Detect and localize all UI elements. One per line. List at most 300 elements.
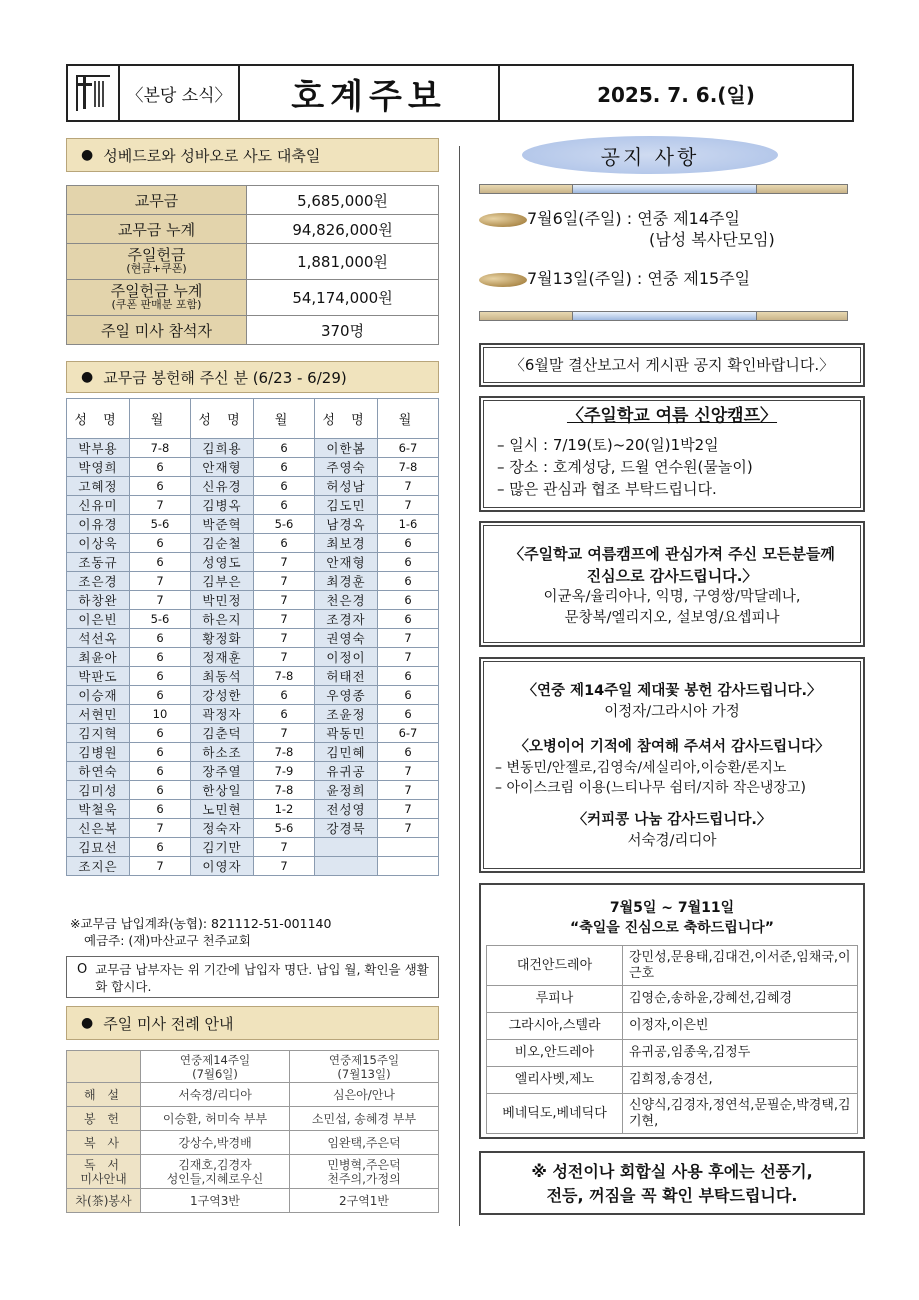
donor-name: 최보경 xyxy=(315,534,378,553)
parishioners: 김영순,송하윤,강혜선,김혜경 xyxy=(623,986,858,1013)
table-row xyxy=(67,610,439,629)
donor-months: 6 xyxy=(378,553,439,572)
donor-name: 곽동민 xyxy=(315,724,378,743)
closing-line: 전등, 꺼짐을 꼭 확인 부탁드립니다. xyxy=(546,1186,798,1205)
donor-name: 석선옥 xyxy=(67,629,130,648)
donor-name: 김기만 xyxy=(191,838,254,857)
thanks-title: 진심으로 감사드립니다.〉 xyxy=(586,567,758,585)
donor-months: 7 xyxy=(130,819,191,838)
donor-name: 하소조 xyxy=(191,743,254,762)
donor-months: 7 xyxy=(254,648,315,667)
donor-name: 박준혁 xyxy=(191,515,254,534)
finance-value: 5,685,000원 xyxy=(247,186,439,215)
donor-name: 이정이 xyxy=(315,648,378,667)
table-row xyxy=(67,477,439,496)
donor-name: 권영숙 xyxy=(315,629,378,648)
table-row xyxy=(67,280,439,316)
donor-months: 6-7 xyxy=(378,439,439,458)
donor-months: 6 xyxy=(378,610,439,629)
feast-title-bar xyxy=(66,138,439,172)
feastday-box xyxy=(479,883,865,1139)
donor-name: 박부용 xyxy=(67,439,130,458)
thanks-names: 이균옥/율리아나, 익명, 구영쌍/막달레나, xyxy=(543,589,801,605)
donor-months: 7-8 xyxy=(254,781,315,800)
donor-months: 6 xyxy=(130,629,191,648)
thanks-names: 문창복/엘리지오, 설보영/요셉피나 xyxy=(564,610,780,626)
thanks-line: – 아이스크림 이용(느티나무 쉼터/지하 작은냉장고) xyxy=(495,780,806,796)
bullet-icon: ● xyxy=(81,1015,94,1031)
cell: 1구역3반 xyxy=(141,1189,290,1213)
cell: 2구역1반 xyxy=(290,1189,439,1213)
donor-name: 김도민 xyxy=(315,496,378,515)
donor-months: 5-6 xyxy=(130,515,191,534)
donor-months: 6 xyxy=(254,458,315,477)
saint-name: 그라시아,스텔라 xyxy=(487,1013,623,1040)
donor-name: 이승재 xyxy=(67,686,130,705)
donor-months: 6 xyxy=(130,800,191,819)
donor-name: 박철욱 xyxy=(67,800,130,819)
pill-bullet-icon xyxy=(479,273,527,287)
finance-value: 54,174,000원 xyxy=(247,280,439,316)
table-row xyxy=(67,724,439,743)
bulletin-title: 호계주보 xyxy=(240,66,500,120)
notice-title: 공지 사항 xyxy=(522,136,778,174)
donor-months: 7 xyxy=(130,857,191,876)
donor-name: 조지은 xyxy=(67,857,130,876)
donor-name: 하은지 xyxy=(191,610,254,629)
donor-name: 곽정자 xyxy=(191,705,254,724)
donor-months: 7 xyxy=(378,477,439,496)
camp-line: – 일시 : 7/19(토)~20(일)1박2일 xyxy=(497,436,719,454)
feastday-title: “축일을 진심으로 축하드립니다” xyxy=(570,920,774,936)
donors-body xyxy=(67,439,439,876)
donor-months: 6 xyxy=(378,686,439,705)
donor-months: 7 xyxy=(378,781,439,800)
donor-months: 6 xyxy=(378,667,439,686)
schedule-text: 7월6일(주일) : 연중 제14주일 xyxy=(527,209,740,228)
saint-name: 비오,안드레아 xyxy=(487,1040,623,1067)
donor-name: 김부은 xyxy=(191,572,254,591)
donor-months: 6-7 xyxy=(378,724,439,743)
donor-months: 6 xyxy=(378,534,439,553)
donor-months: 6 xyxy=(130,477,191,496)
donor-months: 6 xyxy=(130,762,191,781)
donor-months: 6 xyxy=(130,534,191,553)
donor-name xyxy=(315,838,378,857)
finance-label-main: 주일헌금 xyxy=(127,245,186,264)
row-label: 복 사 xyxy=(67,1131,141,1155)
circle-mark-icon: O xyxy=(77,962,88,977)
donor-name: 김병원 xyxy=(67,743,130,762)
donor-name: 황정화 xyxy=(191,629,254,648)
thanks-title: 〈커피콩 나눔 감사드립니다.〉 xyxy=(572,812,772,828)
donor-name: 천은경 xyxy=(315,591,378,610)
section-label: 〈본당 소식〉 xyxy=(120,66,240,120)
donor-months: 6 xyxy=(130,458,191,477)
column-header: 월 xyxy=(130,399,191,439)
donor-months: 7 xyxy=(130,591,191,610)
finance-table xyxy=(66,185,439,345)
table-row xyxy=(67,458,439,477)
row-label: 차(茶)봉사 xyxy=(67,1189,141,1213)
saint-name: 루피나 xyxy=(487,986,623,1013)
cell xyxy=(290,1155,439,1189)
table-row xyxy=(67,1083,439,1107)
donor-name: 김묘선 xyxy=(67,838,130,857)
donor-name: 허태전 xyxy=(315,667,378,686)
bullet-icon: ● xyxy=(81,147,94,163)
donor-name: 장주열 xyxy=(191,762,254,781)
table-row xyxy=(67,800,439,819)
table-row xyxy=(67,186,439,215)
donor-name: 노민현 xyxy=(191,800,254,819)
camp-line: – 많은 관심과 협조 부탁드립니다. xyxy=(497,480,717,498)
donor-months: 7 xyxy=(254,610,315,629)
col-date: (7월13일) xyxy=(337,1066,391,1081)
parish-logo xyxy=(68,66,120,120)
donor-name: 이한봄 xyxy=(315,439,378,458)
cell-line: 민병혁,주은덕 xyxy=(327,1157,401,1172)
table-row xyxy=(67,553,439,572)
donor-months: 6 xyxy=(254,477,315,496)
closing-line: ※ 성전이나 회합실 사용 후에는 선풍기, xyxy=(531,1162,813,1181)
donor-months: 1-6 xyxy=(378,515,439,534)
donor-name: 남경옥 xyxy=(315,515,378,534)
donor-name: 정숙자 xyxy=(191,819,254,838)
donor-name: 김순철 xyxy=(191,534,254,553)
finance-label-sub: (현금+쿠폰) xyxy=(126,261,187,275)
donors-table xyxy=(66,398,439,876)
feastday-table xyxy=(486,945,858,1134)
donor-name: 윤정희 xyxy=(315,781,378,800)
donor-name: 고혜정 xyxy=(67,477,130,496)
donor-name: 이영자 xyxy=(191,857,254,876)
finance-value: 1,881,000원 xyxy=(247,244,439,280)
table-row xyxy=(67,534,439,553)
donor-name: 허성남 xyxy=(315,477,378,496)
cross-logo-icon xyxy=(78,75,108,111)
donor-name: 안재형 xyxy=(315,553,378,572)
saint-name: 대건안드레아 xyxy=(487,946,623,986)
donor-name: 박판도 xyxy=(67,667,130,686)
donor-months: 7 xyxy=(130,572,191,591)
donor-name: 유귀공 xyxy=(315,762,378,781)
donor-name: 이상욱 xyxy=(67,534,130,553)
cell: 임완택,주은덕 xyxy=(290,1131,439,1155)
row-label: 해 설 xyxy=(67,1083,141,1107)
donor-months: 5-6 xyxy=(130,610,191,629)
finance-label: 교무금 누계 xyxy=(67,215,247,244)
table-row xyxy=(67,515,439,534)
donor-name: 성영도 xyxy=(191,553,254,572)
bullet-icon: ● xyxy=(81,369,94,385)
table-row xyxy=(67,496,439,515)
table-row xyxy=(67,819,439,838)
donor-months: 6 xyxy=(254,534,315,553)
finance-label xyxy=(67,280,247,316)
feastday-date: 7월5일 ~ 7월11일 xyxy=(609,900,735,916)
donor-name: 하연숙 xyxy=(67,762,130,781)
schedule-item xyxy=(479,268,750,289)
donor-name: 김춘덕 xyxy=(191,724,254,743)
donor-months: 5-6 xyxy=(254,515,315,534)
account-holder: 예금주: (재)마산교구 천주교회 xyxy=(84,933,251,948)
table-row xyxy=(67,1107,439,1131)
decorative-rule xyxy=(479,184,848,194)
donor-months: 7-8 xyxy=(130,439,191,458)
parishioners: 강민성,문용태,김대건,이서준,임채국,이근호 xyxy=(623,946,858,986)
donor-name: 전성영 xyxy=(315,800,378,819)
column-header xyxy=(141,1051,290,1083)
finance-value: 370명 xyxy=(247,316,439,345)
donor-name: 우영종 xyxy=(315,686,378,705)
column-header: 월 xyxy=(378,399,439,439)
column-header: 성 명 xyxy=(67,399,130,439)
donors-title-bar xyxy=(66,361,439,393)
donor-name: 주영숙 xyxy=(315,458,378,477)
mass-table xyxy=(66,1050,439,1213)
donor-name: 박민정 xyxy=(191,591,254,610)
bulletin-header xyxy=(66,64,854,122)
bulletin-date: 2025. 7. 6.(일) xyxy=(597,82,755,107)
column-header: 성 명 xyxy=(315,399,378,439)
table-row xyxy=(487,1013,858,1040)
table-row xyxy=(487,946,858,986)
donor-months: 6 xyxy=(254,686,315,705)
donor-months: 7-8 xyxy=(254,743,315,762)
donor-name: 하창완 xyxy=(67,591,130,610)
donors-title: 교무금 봉헌해 주신 분 (6/23 - 6/29) xyxy=(103,368,347,387)
donor-months: 6 xyxy=(254,705,315,724)
camp-thanks xyxy=(479,521,865,647)
table-header-row xyxy=(67,1051,439,1083)
account-info xyxy=(70,915,331,949)
donor-name: 조경자 xyxy=(315,610,378,629)
cell-line: 김재호,김경자 xyxy=(178,1157,252,1172)
donor-months: 7 xyxy=(254,724,315,743)
donor-months: 7 xyxy=(254,857,315,876)
donor-months: 1-2 xyxy=(254,800,315,819)
donor-months: 7 xyxy=(378,629,439,648)
donor-months: 7 xyxy=(254,572,315,591)
mass-title-bar xyxy=(66,1006,439,1040)
schedule-sub: (남성 복사단모임) xyxy=(649,230,775,249)
donor-name xyxy=(315,857,378,876)
table-row xyxy=(67,838,439,857)
table-row xyxy=(67,667,439,686)
camp-title: 〈주일학교 여름 신앙캠프〉 xyxy=(566,406,778,426)
col-title: 연중제14주일 xyxy=(179,1052,251,1067)
donor-name: 서현민 xyxy=(67,705,130,724)
parishioners: 신양식,김경자,정연석,문필순,박경택,김기현, xyxy=(623,1094,858,1134)
thanks-title: 〈연중 제14주일 제대꽃 봉헌 감사드립니다.〉 xyxy=(522,683,822,699)
table-row xyxy=(487,1040,858,1067)
table-row xyxy=(67,215,439,244)
row-label: 봉 헌 xyxy=(67,1107,141,1131)
table-row xyxy=(67,572,439,591)
donor-name: 신유경 xyxy=(191,477,254,496)
donor-months: 7 xyxy=(254,553,315,572)
table-row xyxy=(67,1131,439,1155)
table-row xyxy=(67,316,439,345)
closing-notice xyxy=(479,1151,865,1215)
parishioners: 유귀공,임종욱,김정두 xyxy=(623,1040,858,1067)
corner-cell xyxy=(67,1051,141,1083)
donor-name: 김희용 xyxy=(191,439,254,458)
donor-name: 박영희 xyxy=(67,458,130,477)
donor-months: 7 xyxy=(254,838,315,857)
thanks-names: 서숙경/리디아 xyxy=(627,833,717,849)
label-line: 독 서 xyxy=(84,1157,123,1172)
parishioners: 김희정,송경선, xyxy=(623,1067,858,1094)
donor-name: 조동규 xyxy=(67,553,130,572)
donor-months: 6 xyxy=(130,648,191,667)
camp-line: – 장소 : 호계성당, 드윌 연수원(물놀이) xyxy=(497,458,753,476)
label-line: 미사안내 xyxy=(80,1171,127,1186)
col-date: (7월6일) xyxy=(192,1066,238,1081)
donor-months: 6 xyxy=(130,724,191,743)
donor-months xyxy=(378,857,439,876)
saint-name: 베네딕도,베네딕다 xyxy=(487,1094,623,1134)
finance-label-main: 주일헌금 누계 xyxy=(110,281,203,300)
table-row xyxy=(67,648,439,667)
donor-months: 10 xyxy=(130,705,191,724)
donor-note-box xyxy=(66,956,439,998)
donor-months: 6 xyxy=(254,496,315,515)
thanks-line: – 변동민/안젤로,김영숙/세실리아,이승환/론지노 xyxy=(495,760,787,776)
donor-name: 김병옥 xyxy=(191,496,254,515)
donor-name: 정재훈 xyxy=(191,648,254,667)
donor-name: 신유미 xyxy=(67,496,130,515)
schedule-text: 7월13일(주일) : 연중 제15주일 xyxy=(527,269,751,288)
mass-title: 주일 미사 전례 안내 xyxy=(103,1014,234,1033)
thanks-title: 〈오병이어 기적에 참여해 주셔서 감사드립니다〉 xyxy=(514,739,830,755)
table-row xyxy=(67,629,439,648)
decorative-rule xyxy=(479,311,848,321)
table-row xyxy=(67,743,439,762)
donor-name: 이은빈 xyxy=(67,610,130,629)
donor-months: 7 xyxy=(130,496,191,515)
saint-name: 엘리사벳,제노 xyxy=(487,1067,623,1094)
donor-months: 5-6 xyxy=(254,819,315,838)
table-row xyxy=(67,244,439,280)
row-label xyxy=(67,1155,141,1189)
table-row xyxy=(67,591,439,610)
donor-months: 7 xyxy=(378,762,439,781)
donor-months: 6 xyxy=(378,591,439,610)
pill-bullet-icon xyxy=(479,213,527,227)
donor-name: 조은경 xyxy=(67,572,130,591)
donor-months: 7 xyxy=(378,800,439,819)
parishioners: 이정자,이은빈 xyxy=(623,1013,858,1040)
table-row xyxy=(67,705,439,724)
donor-months: 7 xyxy=(254,591,315,610)
cell-line: 성인들,지혜로우신 xyxy=(166,1171,264,1186)
thanks-names: 이정자/그라시아 가정 xyxy=(604,704,740,720)
donor-months: 7-8 xyxy=(378,458,439,477)
donor-name: 이유경 xyxy=(67,515,130,534)
table-row xyxy=(67,762,439,781)
donor-months: 6 xyxy=(130,781,191,800)
donor-months: 7 xyxy=(254,629,315,648)
donor-months: 7 xyxy=(378,648,439,667)
finance-label xyxy=(67,244,247,280)
cell: 소민섭, 송혜경 부부 xyxy=(290,1107,439,1131)
table-header-row xyxy=(67,399,439,439)
cell: 이승환, 허미숙 부부 xyxy=(141,1107,290,1131)
finance-label-sub: (쿠폰 판매분 포함) xyxy=(111,297,202,311)
donor-months: 6 xyxy=(130,553,191,572)
table-row xyxy=(487,986,858,1013)
thanks-title: 〈주일학교 여름캠프에 관심가져 주신 모든분들께 xyxy=(509,545,835,563)
donor-name: 최동석 xyxy=(191,667,254,686)
table-row xyxy=(67,781,439,800)
donor-months: 6 xyxy=(130,838,191,857)
donor-name: 최윤아 xyxy=(67,648,130,667)
donor-name: 최경훈 xyxy=(315,572,378,591)
donor-name: 강경묵 xyxy=(315,819,378,838)
donor-name: 신은복 xyxy=(67,819,130,838)
donor-months: 6 xyxy=(130,667,191,686)
donor-note-text: 교무금 납부자는 위 기간에 납입자 명단. 납입 월, 확인을 생활화 합시다. xyxy=(95,962,429,994)
column-header xyxy=(290,1051,439,1083)
table-row xyxy=(67,1189,439,1213)
schedule-item xyxy=(479,208,775,250)
cell: 강상수,박경배 xyxy=(141,1131,290,1155)
donor-months: 7 xyxy=(378,496,439,515)
table-row xyxy=(487,1067,858,1094)
donor-name: 안재형 xyxy=(191,458,254,477)
donor-months: 6 xyxy=(378,705,439,724)
cell: 서숙경/리디아 xyxy=(141,1083,290,1107)
donor-name: 김지혁 xyxy=(67,724,130,743)
account-number: ※교무금 납입계좌(농협): 821112-51-001140 xyxy=(70,916,332,931)
table-row xyxy=(67,1155,439,1189)
donor-name: 김미성 xyxy=(67,781,130,800)
donor-months: 6 xyxy=(254,439,315,458)
donor-name: 김민혜 xyxy=(315,743,378,762)
donor-months: 7-9 xyxy=(254,762,315,781)
donor-name: 강성한 xyxy=(191,686,254,705)
donor-name: 조윤정 xyxy=(315,705,378,724)
donor-months: 6 xyxy=(378,572,439,591)
table-row xyxy=(487,1094,858,1134)
cell xyxy=(141,1155,290,1189)
donor-months: 7-8 xyxy=(254,667,315,686)
camp-notice xyxy=(479,396,865,512)
cell-line: 천주의,가정의 xyxy=(327,1171,401,1186)
donor-months: 6 xyxy=(130,743,191,762)
offering-thanks xyxy=(479,657,865,873)
table-row xyxy=(67,439,439,458)
donor-months: 7 xyxy=(378,819,439,838)
settlement-notice: 〈6월말 결산보고서 게시판 공지 확인바랍니다.〉 xyxy=(479,343,865,387)
finance-label: 주일 미사 참석자 xyxy=(67,316,247,345)
table-row xyxy=(67,686,439,705)
column-header: 성 명 xyxy=(191,399,254,439)
col-title: 연중제15주일 xyxy=(328,1052,400,1067)
donor-name: 한상일 xyxy=(191,781,254,800)
donor-months: 6 xyxy=(130,686,191,705)
cell: 심은아/안나 xyxy=(290,1083,439,1107)
finance-value: 94,826,000원 xyxy=(247,215,439,244)
donor-months xyxy=(378,838,439,857)
column-header: 월 xyxy=(254,399,315,439)
finance-label: 교무금 xyxy=(67,186,247,215)
column-divider xyxy=(459,146,460,1226)
donor-months: 6 xyxy=(378,743,439,762)
table-row xyxy=(67,857,439,876)
